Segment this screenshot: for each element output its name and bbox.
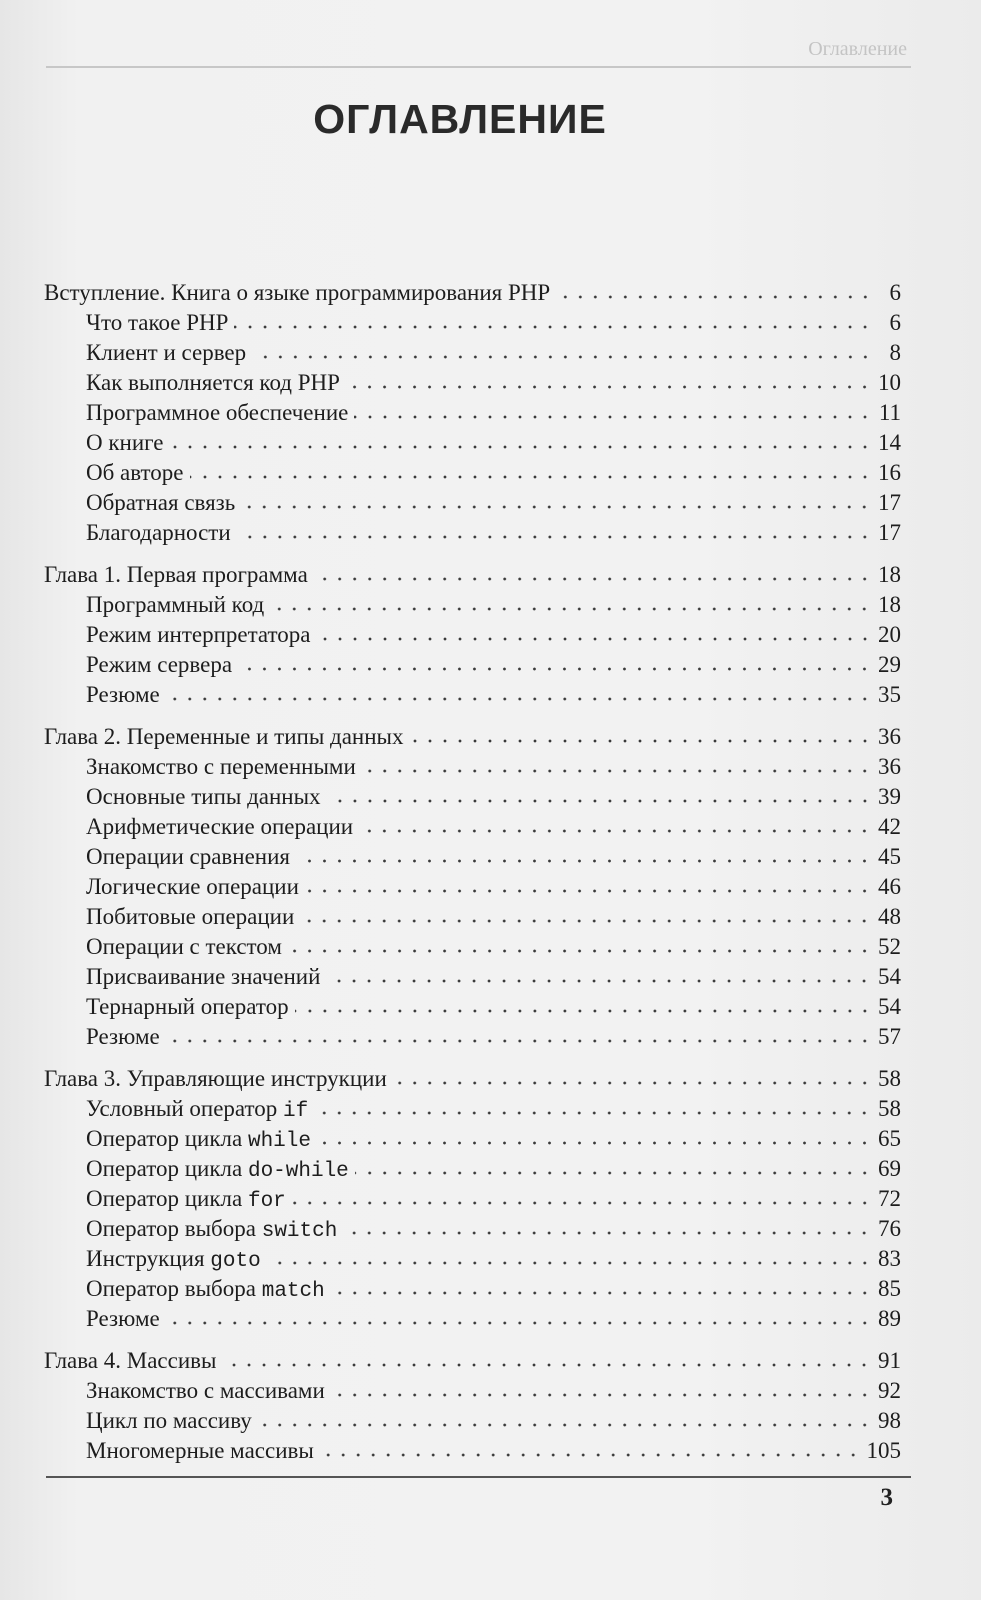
toc-entry xyxy=(44,458,901,488)
toc-entry xyxy=(44,488,901,518)
toc-entry-label xyxy=(86,458,184,488)
toc-entry xyxy=(44,962,901,992)
table-of-contents xyxy=(44,278,901,1478)
toc-entry-label xyxy=(86,872,299,902)
toc-entry xyxy=(44,992,901,1022)
toc-entry xyxy=(44,620,901,650)
toc-page-number: 98 xyxy=(878,1408,901,1433)
toc-page-number: 91 xyxy=(878,1348,901,1373)
toc-entry-label xyxy=(86,1094,308,1127)
dot-leader xyxy=(327,798,872,804)
toc-entry-text: Глава 2. Переменные и типы данных xyxy=(44,724,404,749)
toc-page-number: 89 xyxy=(878,1306,901,1331)
toc-entry xyxy=(44,398,901,428)
toc-entry xyxy=(44,368,901,398)
toc-entry xyxy=(44,680,901,710)
toc-entry-label xyxy=(86,308,228,338)
toc-page-number: 76 xyxy=(878,1216,901,1241)
toc-entry-text: Арифметические операции xyxy=(86,814,354,839)
toc-page-number: 17 xyxy=(878,520,901,545)
toc-entry-text: Условный оператор xyxy=(86,1096,284,1121)
dot-leader xyxy=(320,1452,861,1458)
toc-page-number: 36 xyxy=(878,724,901,749)
toc-entry xyxy=(44,872,901,902)
dot-leader xyxy=(331,1392,872,1398)
toc-chapter-title xyxy=(44,278,550,308)
toc-entry-label xyxy=(86,992,289,1022)
toc-page-number: 16 xyxy=(878,460,901,485)
toc-entry-label xyxy=(86,812,353,842)
toc-page-number: 18 xyxy=(878,562,901,587)
toc-entry xyxy=(44,1406,901,1436)
toc-entry-text: Глава 4. Массивы xyxy=(44,1348,217,1373)
toc-entry xyxy=(44,902,901,932)
toc-entry xyxy=(44,1274,901,1304)
dot-leader xyxy=(166,1038,872,1044)
dot-leader xyxy=(410,738,873,744)
toc-entry-text: Резюме xyxy=(86,682,160,707)
toc-page-number: 72 xyxy=(878,1186,901,1211)
toc-entry-text: Что такое PHP xyxy=(86,310,229,335)
toc-entry-label xyxy=(86,842,290,872)
toc-entry-text: Об авторе xyxy=(86,460,184,485)
running-head: Оглавление xyxy=(808,38,907,60)
toc-entry-label xyxy=(86,1124,311,1157)
toc-entry-text: Инструкция xyxy=(86,1246,211,1271)
toc-entry-text: Клиент и сервер xyxy=(86,340,247,365)
toc-page-number: 83 xyxy=(878,1246,901,1271)
dot-leader xyxy=(314,1110,872,1116)
dot-leader xyxy=(354,414,873,420)
toc-entry-code: while xyxy=(247,1130,311,1153)
toc-entry-label xyxy=(86,428,164,458)
toc-entry xyxy=(44,1022,901,1052)
toc-entry-text: Операции с текстом xyxy=(86,934,282,959)
toc-entry-label xyxy=(86,1184,286,1217)
toc-entry-code: goto xyxy=(210,1250,261,1273)
toc-chapter-heading xyxy=(44,278,901,308)
toc-entry-label xyxy=(86,398,348,428)
toc-entry-text: Программный код xyxy=(86,592,265,617)
top-rule xyxy=(46,66,911,68)
toc-entry-label xyxy=(86,932,282,962)
dot-leader xyxy=(343,1230,872,1236)
toc-entry-label xyxy=(86,1244,261,1277)
toc-page-number: 58 xyxy=(878,1096,901,1121)
toc-chapter xyxy=(44,1064,901,1334)
toc-entry-text: Многомерные массивы xyxy=(86,1438,314,1463)
toc-entry xyxy=(44,1124,901,1154)
toc-page-number: 11 xyxy=(878,400,901,425)
dot-leader xyxy=(241,504,872,510)
toc-entry-text: Присваивание значений xyxy=(86,964,321,989)
toc-page-number: 14 xyxy=(878,430,901,455)
toc-entry-text: Вступление. Книга о языке программирования PHP xyxy=(44,280,551,305)
toc-entry-text: Резюме xyxy=(86,1306,160,1331)
toc-page-number: 52 xyxy=(878,934,901,959)
toc-page-number: 35 xyxy=(878,682,901,707)
toc-entry xyxy=(44,308,901,338)
toc-entry xyxy=(44,518,901,548)
toc-chapter-title xyxy=(44,1064,387,1094)
toc-entry-text: Режим сервера xyxy=(86,652,233,677)
toc-entry-label xyxy=(86,752,356,782)
dot-leader xyxy=(362,768,872,774)
toc-page-number: 8 xyxy=(889,340,901,365)
page-number: 3 xyxy=(880,1484,893,1511)
toc-page-number: 46 xyxy=(878,874,901,899)
dot-leader xyxy=(166,696,872,702)
toc-chapter-title xyxy=(44,560,308,590)
toc-entry-text: Знакомство с массивами xyxy=(86,1378,325,1403)
toc-entry-label xyxy=(86,590,264,620)
toc-entry xyxy=(44,1214,901,1244)
dot-leader xyxy=(288,948,872,954)
toc-entry-text: Оператор выбора xyxy=(86,1276,262,1301)
toc-entry-text: Как выполняется код PHP xyxy=(86,370,340,395)
toc-chapter xyxy=(44,722,901,1052)
toc-entry-label xyxy=(86,338,246,368)
toc-entry-text: Обратная связь xyxy=(86,490,236,515)
toc-entry-text: Благодарности xyxy=(86,520,231,545)
dot-leader xyxy=(270,606,872,612)
toc-page-number: 45 xyxy=(878,844,901,869)
toc-entry xyxy=(44,1184,901,1214)
toc-entry-code: for xyxy=(247,1190,286,1213)
dot-leader xyxy=(305,888,872,894)
toc-entry-label xyxy=(86,782,321,812)
toc-entry-label xyxy=(86,962,320,992)
toc-page-number: 69 xyxy=(878,1156,901,1181)
dot-leader xyxy=(238,666,872,672)
toc-page-number: 36 xyxy=(878,754,901,779)
toc-entry-label xyxy=(86,1376,325,1406)
dot-leader xyxy=(267,1260,872,1266)
toc-entry xyxy=(44,752,901,782)
toc-page-number: 6 xyxy=(889,280,901,305)
toc-entry xyxy=(44,932,901,962)
dot-leader xyxy=(237,534,872,540)
bottom-rule xyxy=(46,1476,911,1478)
toc-entry-label xyxy=(86,1214,337,1247)
toc-entry-label xyxy=(86,902,294,932)
toc-entry xyxy=(44,782,901,812)
toc-entry-label xyxy=(86,1154,349,1187)
toc-chapter xyxy=(44,560,901,710)
dot-leader xyxy=(393,1080,872,1086)
toc-page-number: 57 xyxy=(878,1024,901,1049)
toc-entry-label xyxy=(86,1406,252,1436)
dot-leader xyxy=(331,1290,872,1296)
toc-entry-label xyxy=(86,1436,314,1466)
toc-entry xyxy=(44,1094,901,1124)
toc-entry xyxy=(44,428,901,458)
dot-leader xyxy=(190,474,872,480)
toc-entry-label xyxy=(86,488,235,518)
toc-entry xyxy=(44,1376,901,1406)
toc-entry-code: do-while xyxy=(247,1160,349,1183)
dot-leader xyxy=(300,918,872,924)
toc-chapter-heading xyxy=(44,1064,901,1094)
toc-entry xyxy=(44,1244,901,1274)
toc-entry-label xyxy=(86,1304,160,1334)
toc-entry-code: match xyxy=(261,1280,325,1303)
toc-chapter-title xyxy=(44,722,404,752)
toc-page-number: 58 xyxy=(878,1066,901,1091)
toc-entry-label xyxy=(86,680,160,710)
toc-page-number: 29 xyxy=(878,652,901,677)
page-title: ОГЛАВЛЕНИЕ xyxy=(313,96,607,142)
toc-entry-text: Оператор цикла xyxy=(86,1156,248,1181)
toc-entry-text: О книге xyxy=(86,430,164,455)
toc-entry-label xyxy=(86,368,340,398)
toc-page-number: 6 xyxy=(889,310,901,335)
toc-entry-text: Основные типы данных xyxy=(86,784,321,809)
dot-leader xyxy=(326,978,872,984)
toc-page-number: 65 xyxy=(878,1126,901,1151)
toc-entry-text: Тернарный оператор xyxy=(86,994,289,1019)
toc-entry xyxy=(44,1304,901,1334)
toc-page-number: 39 xyxy=(878,784,901,809)
toc-entry xyxy=(44,338,901,368)
toc-entry-label xyxy=(86,1274,325,1307)
toc-entry-code: switch xyxy=(261,1220,338,1243)
toc-page-number: 105 xyxy=(866,1438,901,1463)
dot-leader xyxy=(556,294,873,300)
toc-entry-label xyxy=(86,620,311,650)
toc-entry xyxy=(44,650,901,680)
toc-entry xyxy=(44,812,901,842)
dot-leader xyxy=(252,354,873,360)
toc-page-number: 54 xyxy=(878,964,901,989)
toc-page-number: 42 xyxy=(878,814,901,839)
toc-chapter-heading xyxy=(44,560,901,590)
dot-leader xyxy=(258,1422,872,1428)
dot-leader xyxy=(296,858,872,864)
toc-entry xyxy=(44,1436,901,1466)
toc-page-number: 10 xyxy=(878,370,901,395)
toc-entry-text: Цикл по массиву xyxy=(86,1408,252,1433)
toc-entry-text: Операции сравнения xyxy=(86,844,291,869)
dot-leader xyxy=(314,576,872,582)
toc-entry-text: Режим интерпретатора xyxy=(86,622,311,647)
toc-page-number: 92 xyxy=(878,1378,901,1403)
toc-entry-text: Программное обеспечение xyxy=(86,400,349,425)
toc-entry xyxy=(44,590,901,620)
toc-chapter-heading xyxy=(44,1346,901,1376)
toc-entry-text: Глава 3. Управляющие инструкции xyxy=(44,1066,387,1091)
toc-entry-label xyxy=(86,518,231,548)
dot-leader xyxy=(317,1140,872,1146)
dot-leader xyxy=(166,1320,872,1326)
toc-entry-text: Логические операции xyxy=(86,874,299,899)
toc-entry-text: Побитовые операции xyxy=(86,904,295,929)
toc-entry xyxy=(44,842,901,872)
toc-chapter xyxy=(44,1346,901,1466)
toc-page-number: 17 xyxy=(878,490,901,515)
toc-entry-code: if xyxy=(283,1100,309,1123)
toc-entry-text: Резюме xyxy=(86,1024,160,1049)
dot-leader xyxy=(359,828,872,834)
toc-chapter-heading xyxy=(44,722,901,752)
dot-leader xyxy=(355,1170,872,1176)
dot-leader xyxy=(170,444,873,450)
dot-leader xyxy=(295,1008,872,1014)
toc-entry-text: Оператор цикла xyxy=(86,1126,248,1151)
toc-entry-text: Глава 1. Первая программа xyxy=(44,562,308,587)
toc-page-number: 85 xyxy=(878,1276,901,1301)
toc-chapter-title xyxy=(44,1346,216,1376)
toc-entry-label xyxy=(86,1022,160,1052)
toc-page-number: 18 xyxy=(878,592,901,617)
toc-entry-text: Оператор цикла xyxy=(86,1186,248,1211)
toc-entry xyxy=(44,1154,901,1184)
toc-entry-label xyxy=(86,650,232,680)
dot-leader xyxy=(234,324,873,330)
dot-leader xyxy=(317,636,873,642)
toc-entry-text: Оператор выбора xyxy=(86,1216,262,1241)
toc-page-number: 48 xyxy=(878,904,901,929)
toc-page-number: 20 xyxy=(878,622,901,647)
toc-entry-text: Знакомство с переменными xyxy=(86,754,356,779)
toc-chapter xyxy=(44,278,901,548)
dot-leader xyxy=(292,1200,872,1206)
dot-leader xyxy=(222,1362,872,1368)
toc-page-number: 54 xyxy=(878,994,901,1019)
dot-leader xyxy=(346,384,872,390)
